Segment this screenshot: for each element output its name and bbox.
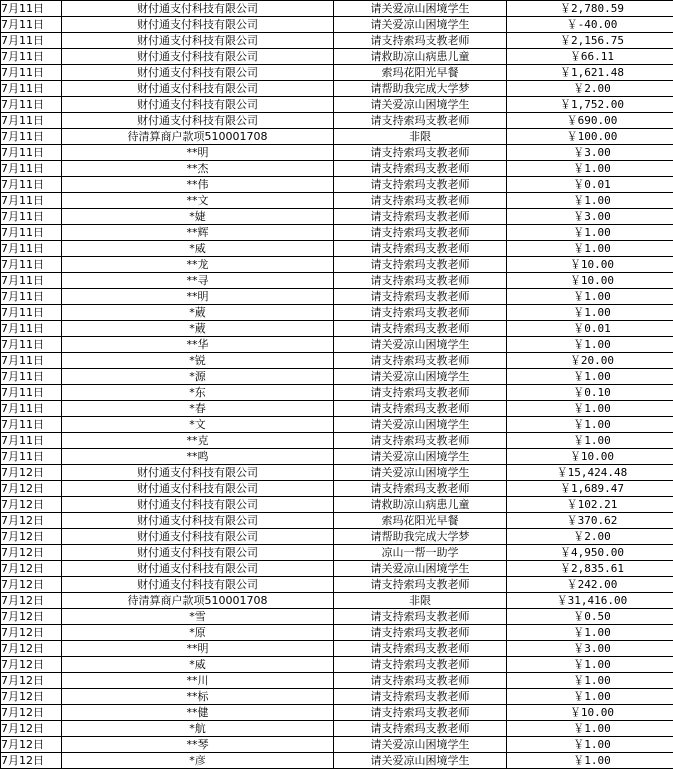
donor-cell: *原 — [62, 625, 334, 641]
date-cell: 7月12日 — [1, 625, 62, 641]
amount-cell: ￥0.01 — [507, 177, 673, 193]
date-cell: 7月11日 — [1, 1, 62, 17]
table-row — [1, 33, 673, 49]
project-cell: 请支持索玛支教老师 — [334, 481, 507, 497]
donor-cell: *源 — [62, 369, 334, 385]
date-cell: 7月11日 — [1, 401, 62, 417]
project-cell: 请支持索玛支教老师 — [334, 401, 507, 417]
table-row — [1, 1, 673, 17]
table-row — [1, 257, 673, 273]
project-cell: 请支持索玛支教老师 — [334, 705, 507, 721]
table-row — [1, 625, 673, 641]
project-cell: 请支持索玛支教老师 — [334, 625, 507, 641]
table-row — [1, 385, 673, 401]
project-cell: 请关爱凉山困境学生 — [334, 17, 507, 33]
project-cell: 非限 — [334, 129, 507, 145]
donor-cell: 财付通支付科技有限公司 — [62, 465, 334, 481]
table-row — [1, 337, 673, 353]
table-row — [1, 321, 673, 337]
donor-cell: *春 — [62, 401, 334, 417]
date-cell: 7月12日 — [1, 737, 62, 753]
donor-cell: **华 — [62, 337, 334, 353]
table-row — [1, 577, 673, 593]
donor-cell: *东 — [62, 385, 334, 401]
amount-cell: ￥10.00 — [507, 273, 673, 289]
date-cell: 7月11日 — [1, 385, 62, 401]
date-cell: 7月11日 — [1, 289, 62, 305]
date-cell: 7月12日 — [1, 593, 62, 609]
project-cell: 请关爱凉山困境学生 — [334, 465, 507, 481]
donor-cell: **明 — [62, 145, 334, 161]
amount-cell: ￥2.00 — [507, 81, 673, 97]
donor-cell: 财付通支付科技有限公司 — [62, 545, 334, 561]
date-cell: 7月12日 — [1, 673, 62, 689]
date-cell: 7月11日 — [1, 129, 62, 145]
table-row — [1, 417, 673, 433]
table-row — [1, 225, 673, 241]
project-cell: 请支持索玛支教老师 — [334, 241, 507, 257]
table-row — [1, 561, 673, 577]
table-row — [1, 609, 673, 625]
amount-cell: ￥1.00 — [507, 225, 673, 241]
amount-cell: ￥1.00 — [507, 337, 673, 353]
date-cell: 7月12日 — [1, 657, 62, 673]
amount-cell: ￥1.00 — [507, 417, 673, 433]
project-cell: 请关爱凉山困境学生 — [334, 417, 507, 433]
project-cell: 请支持索玛支教老师 — [334, 721, 507, 737]
table-row — [1, 161, 673, 177]
donor-cell: *婕 — [62, 209, 334, 225]
date-cell: 7月11日 — [1, 161, 62, 177]
donor-cell: **克 — [62, 433, 334, 449]
donor-cell: 财付通支付科技有限公司 — [62, 577, 334, 593]
project-cell: 请支持索玛支教老师 — [334, 257, 507, 273]
table-row — [1, 81, 673, 97]
date-cell: 7月11日 — [1, 353, 62, 369]
amount-cell: ￥1.00 — [507, 737, 673, 753]
date-cell: 7月11日 — [1, 81, 62, 97]
project-cell: 请支持索玛支教老师 — [334, 689, 507, 705]
date-cell: 7月12日 — [1, 721, 62, 737]
table-row — [1, 209, 673, 225]
donor-cell: **标 — [62, 689, 334, 705]
project-cell: 请支持索玛支教老师 — [334, 353, 507, 369]
donor-cell: *锐 — [62, 353, 334, 369]
donor-cell: 财付通支付科技有限公司 — [62, 561, 334, 577]
table-row — [1, 433, 673, 449]
date-cell: 7月11日 — [1, 65, 62, 81]
donor-cell: 财付通支付科技有限公司 — [62, 65, 334, 81]
donor-cell: 财付通支付科技有限公司 — [62, 33, 334, 49]
project-cell: 请支持索玛支教老师 — [334, 145, 507, 161]
project-cell: 请支持索玛支教老师 — [334, 577, 507, 593]
date-cell: 7月11日 — [1, 433, 62, 449]
table-row — [1, 673, 673, 689]
amount-cell: ￥1.00 — [507, 433, 673, 449]
amount-cell: ￥1,689.47 — [507, 481, 673, 497]
amount-cell: ￥0.10 — [507, 385, 673, 401]
amount-cell: ￥1,752.00 — [507, 97, 673, 113]
donor-cell: **琴 — [62, 737, 334, 753]
donor-cell: **川 — [62, 673, 334, 689]
project-cell: 请支持索玛支教老师 — [334, 641, 507, 657]
project-cell: 请支持索玛支教老师 — [334, 305, 507, 321]
ledger-body — [1, 1, 673, 769]
date-cell: 7月12日 — [1, 641, 62, 657]
amount-cell: ￥1,621.48 — [507, 65, 673, 81]
project-cell: 请关爱凉山困境学生 — [334, 449, 507, 465]
table-row — [1, 97, 673, 113]
project-cell: 请支持索玛支教老师 — [334, 161, 507, 177]
project-cell: 请关爱凉山困境学生 — [334, 337, 507, 353]
date-cell: 7月11日 — [1, 417, 62, 433]
amount-cell: ￥3.00 — [507, 209, 673, 225]
date-cell: 7月12日 — [1, 561, 62, 577]
amount-cell: ￥1.00 — [507, 689, 673, 705]
date-cell: 7月12日 — [1, 545, 62, 561]
date-cell: 7月12日 — [1, 753, 62, 769]
project-cell: 请支持索玛支教老师 — [334, 289, 507, 305]
date-cell: 7月11日 — [1, 257, 62, 273]
amount-cell: ￥1.00 — [507, 753, 673, 769]
table-row — [1, 65, 673, 81]
project-cell: 请支持索玛支教老师 — [334, 193, 507, 209]
table-row — [1, 705, 673, 721]
date-cell: 7月11日 — [1, 193, 62, 209]
donor-cell: *威 — [62, 657, 334, 673]
project-cell: 请关爱凉山困境学生 — [334, 97, 507, 113]
donor-cell: *航 — [62, 721, 334, 737]
amount-cell: ￥102.21 — [507, 497, 673, 513]
amount-cell: ￥10.00 — [507, 705, 673, 721]
date-cell: 7月12日 — [1, 529, 62, 545]
date-cell: 7月11日 — [1, 241, 62, 257]
donor-cell: *雪 — [62, 609, 334, 625]
table-row — [1, 17, 673, 33]
project-cell: 请救助凉山病患儿童 — [334, 497, 507, 513]
donor-cell: 财付通支付科技有限公司 — [62, 497, 334, 513]
date-cell: 7月12日 — [1, 513, 62, 529]
date-cell: 7月11日 — [1, 337, 62, 353]
donor-cell: 财付通支付科技有限公司 — [62, 81, 334, 97]
amount-cell: ￥100.00 — [507, 129, 673, 145]
date-cell: 7月11日 — [1, 273, 62, 289]
table-row — [1, 193, 673, 209]
date-cell: 7月12日 — [1, 705, 62, 721]
table-row — [1, 273, 673, 289]
project-cell: 索玛花阳光早餐 — [334, 513, 507, 529]
amount-cell: ￥1.00 — [507, 161, 673, 177]
table-row — [1, 721, 673, 737]
table-row — [1, 353, 673, 369]
project-cell: 请救助凉山病患儿童 — [334, 49, 507, 65]
table-row — [1, 689, 673, 705]
amount-cell: ￥1.00 — [507, 289, 673, 305]
date-cell: 7月11日 — [1, 369, 62, 385]
date-cell: 7月12日 — [1, 465, 62, 481]
donor-cell: **健 — [62, 705, 334, 721]
table-row — [1, 113, 673, 129]
project-cell: 请关爱凉山困境学生 — [334, 369, 507, 385]
donor-cell: *葳 — [62, 305, 334, 321]
amount-cell: ￥0.01 — [507, 321, 673, 337]
donor-cell: **明 — [62, 289, 334, 305]
date-cell: 7月11日 — [1, 113, 62, 129]
amount-cell: ￥242.00 — [507, 577, 673, 593]
project-cell: 请关爱凉山困境学生 — [334, 737, 507, 753]
amount-cell: ￥1.00 — [507, 401, 673, 417]
date-cell: 7月11日 — [1, 33, 62, 49]
amount-cell: ￥1.00 — [507, 625, 673, 641]
amount-cell: ￥1.00 — [507, 305, 673, 321]
donor-cell: 财付通支付科技有限公司 — [62, 113, 334, 129]
donor-cell: *彦 — [62, 753, 334, 769]
amount-cell: ￥1.00 — [507, 657, 673, 673]
amount-cell: ￥370.62 — [507, 513, 673, 529]
donor-cell: *文 — [62, 417, 334, 433]
table-row — [1, 449, 673, 465]
donor-cell: **伟 — [62, 177, 334, 193]
date-cell: 7月12日 — [1, 481, 62, 497]
project-cell: 请关爱凉山困境学生 — [334, 561, 507, 577]
project-cell: 请支持索玛支教老师 — [334, 433, 507, 449]
amount-cell: ￥2,156.75 — [507, 33, 673, 49]
donor-cell: *葳 — [62, 321, 334, 337]
project-cell: 请关爱凉山困境学生 — [334, 753, 507, 769]
date-cell: 7月12日 — [1, 577, 62, 593]
donor-cell: **明 — [62, 641, 334, 657]
donor-cell: **鸣 — [62, 449, 334, 465]
donor-cell: **龙 — [62, 257, 334, 273]
donor-cell: 财付通支付科技有限公司 — [62, 529, 334, 545]
donor-cell: 财付通支付科技有限公司 — [62, 481, 334, 497]
amount-cell: ￥1.00 — [507, 721, 673, 737]
amount-cell: ￥2,780.59 — [507, 1, 673, 17]
project-cell: 凉山一帮一助学 — [334, 545, 507, 561]
donor-cell: 财付通支付科技有限公司 — [62, 17, 334, 33]
table-row — [1, 497, 673, 513]
date-cell: 7月11日 — [1, 17, 62, 33]
project-cell: 请支持索玛支教老师 — [334, 273, 507, 289]
project-cell: 请支持索玛支教老师 — [334, 209, 507, 225]
project-cell: 请支持索玛支教老师 — [334, 609, 507, 625]
table-row — [1, 753, 673, 769]
amount-cell: ￥15,424.48 — [507, 465, 673, 481]
table-row — [1, 401, 673, 417]
table-row — [1, 513, 673, 529]
date-cell: 7月11日 — [1, 97, 62, 113]
project-cell: 请支持索玛支教老师 — [334, 385, 507, 401]
table-row — [1, 465, 673, 481]
project-cell: 请支持索玛支教老师 — [334, 657, 507, 673]
date-cell: 7月12日 — [1, 609, 62, 625]
project-cell: 非限 — [334, 593, 507, 609]
project-cell: 请支持索玛支教老师 — [334, 177, 507, 193]
date-cell: 7月11日 — [1, 145, 62, 161]
amount-cell: ￥2,835.61 — [507, 561, 673, 577]
date-cell: 7月11日 — [1, 321, 62, 337]
date-cell: 7月11日 — [1, 49, 62, 65]
project-cell: 请支持索玛支教老师 — [334, 113, 507, 129]
amount-cell: ￥4,950.00 — [507, 545, 673, 561]
donor-cell: **文 — [62, 193, 334, 209]
date-cell: 7月11日 — [1, 209, 62, 225]
amount-cell: ￥31,416.00 — [507, 593, 673, 609]
amount-cell: ￥3.00 — [507, 641, 673, 657]
donor-cell: 待清算商户款项510001708 — [62, 129, 334, 145]
amount-cell: ￥0.50 — [507, 609, 673, 625]
amount-cell: ￥10.00 — [507, 449, 673, 465]
table-row — [1, 289, 673, 305]
table-row — [1, 593, 673, 609]
amount-cell: ￥-40.00 — [507, 17, 673, 33]
table-row — [1, 305, 673, 321]
amount-cell: ￥1.00 — [507, 673, 673, 689]
project-cell: 请支持索玛支教老师 — [334, 673, 507, 689]
project-cell: 请支持索玛支教老师 — [334, 33, 507, 49]
project-cell: 请支持索玛支教老师 — [334, 321, 507, 337]
donor-cell: **寻 — [62, 273, 334, 289]
project-cell: 请关爱凉山困境学生 — [334, 1, 507, 17]
amount-cell: ￥1.00 — [507, 241, 673, 257]
amount-cell: ￥1.00 — [507, 369, 673, 385]
donor-cell: 财付通支付科技有限公司 — [62, 513, 334, 529]
date-cell: 7月12日 — [1, 689, 62, 705]
amount-cell: ￥1.00 — [507, 193, 673, 209]
table-row — [1, 529, 673, 545]
project-cell: 请帮助我完成大学梦 — [334, 529, 507, 545]
table-row — [1, 657, 673, 673]
donor-cell: 财付通支付科技有限公司 — [62, 49, 334, 65]
donor-cell: 待清算商户款项510001708 — [62, 593, 334, 609]
amount-cell: ￥10.00 — [507, 257, 673, 273]
table-row — [1, 241, 673, 257]
date-cell: 7月11日 — [1, 305, 62, 321]
donor-cell: **杰 — [62, 161, 334, 177]
project-cell: 请帮助我完成大学梦 — [334, 81, 507, 97]
project-cell: 请支持索玛支教老师 — [334, 225, 507, 241]
donor-cell: *威 — [62, 241, 334, 257]
donor-cell: **辉 — [62, 225, 334, 241]
amount-cell: ￥66.11 — [507, 49, 673, 65]
table-row — [1, 737, 673, 753]
table-row — [1, 481, 673, 497]
amount-cell: ￥20.00 — [507, 353, 673, 369]
donor-cell: 财付通支付科技有限公司 — [62, 1, 334, 17]
table-row — [1, 145, 673, 161]
table-row — [1, 177, 673, 193]
table-row — [1, 49, 673, 65]
date-cell: 7月11日 — [1, 225, 62, 241]
amount-cell: ￥690.00 — [507, 113, 673, 129]
table-row — [1, 641, 673, 657]
date-cell: 7月11日 — [1, 177, 62, 193]
amount-cell: ￥3.00 — [507, 145, 673, 161]
project-cell: 索玛花阳光早餐 — [334, 65, 507, 81]
date-cell: 7月11日 — [1, 449, 62, 465]
table-row — [1, 545, 673, 561]
table-row — [1, 369, 673, 385]
donor-cell: 财付通支付科技有限公司 — [62, 97, 334, 113]
date-cell: 7月12日 — [1, 497, 62, 513]
amount-cell: ￥2.00 — [507, 529, 673, 545]
table-row — [1, 129, 673, 145]
